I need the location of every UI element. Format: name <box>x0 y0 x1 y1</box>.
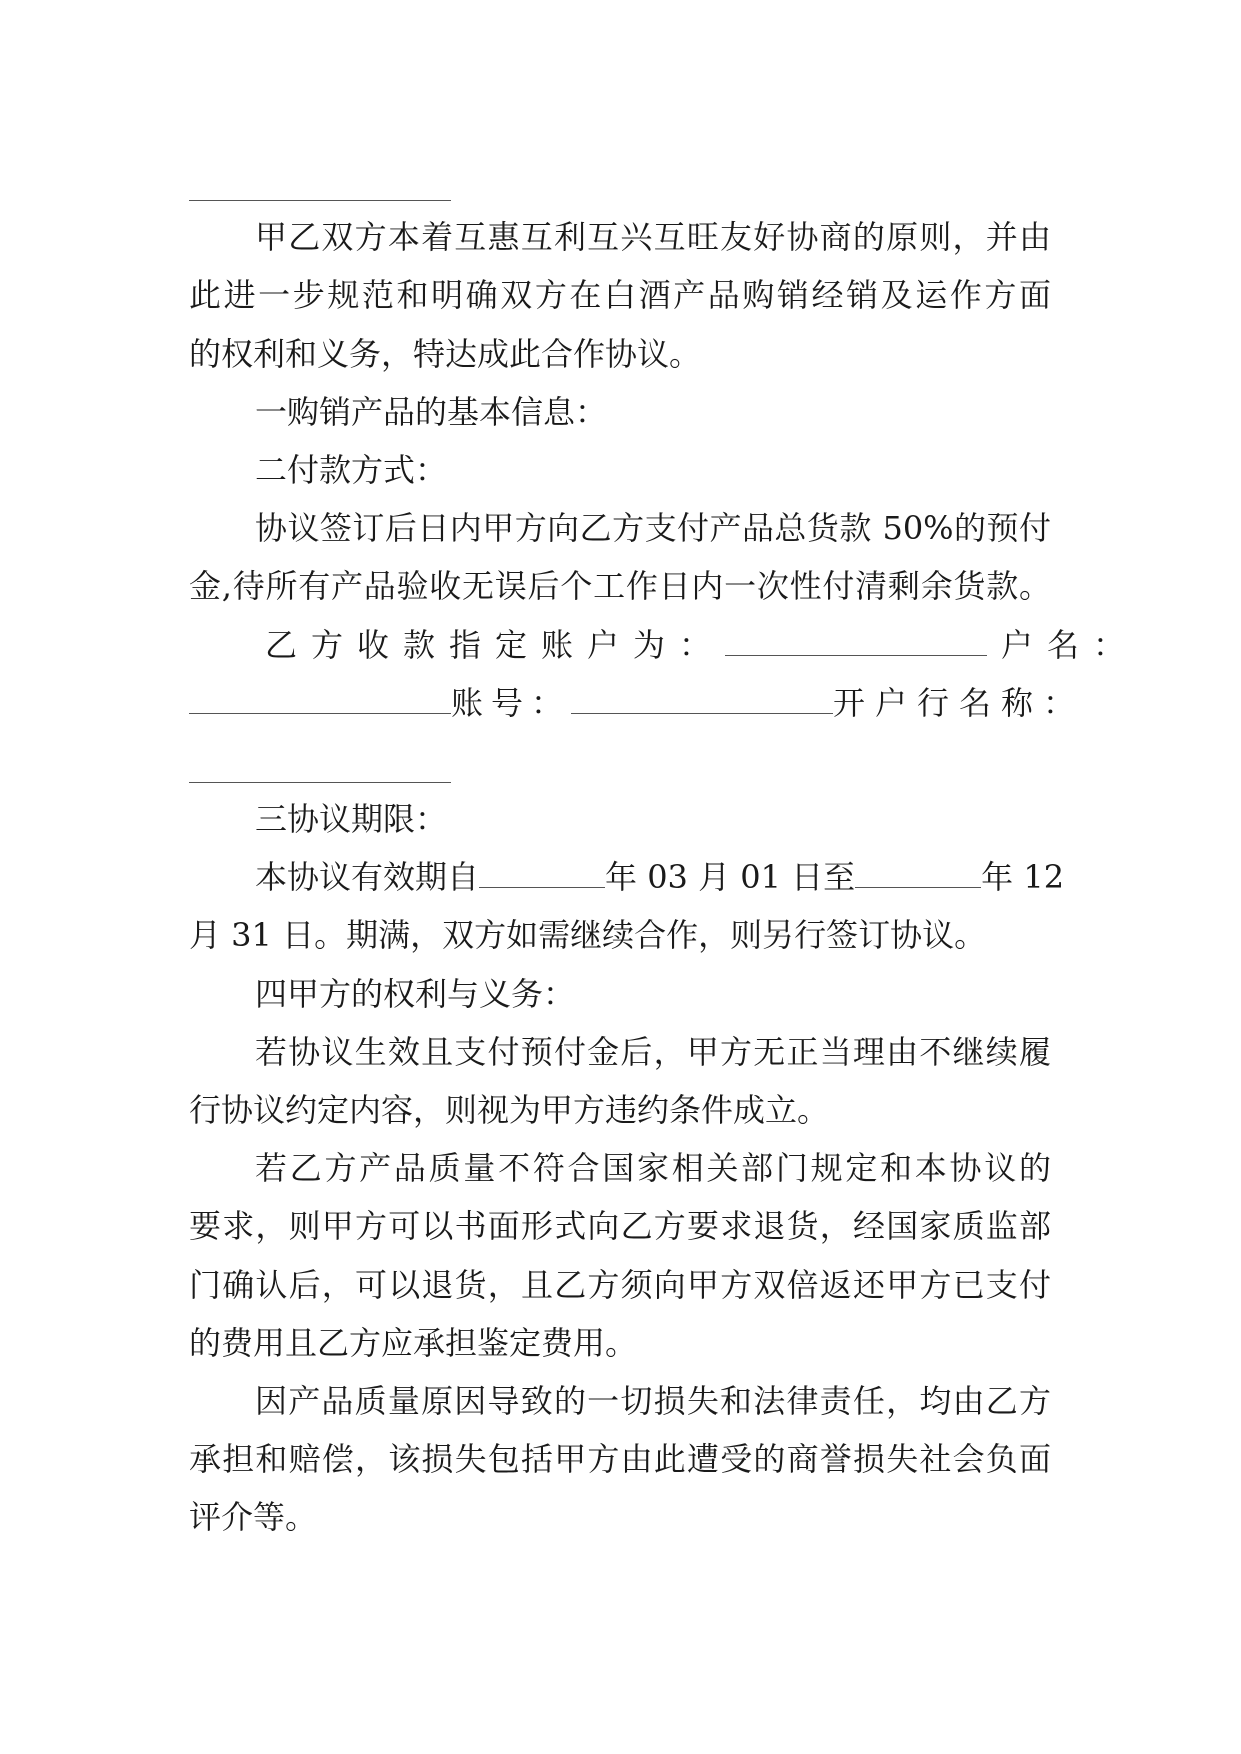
bank-name-label: 开户行名称： <box>833 683 1086 722</box>
intro-line-2: 此进一步规范和明确双方在白酒产品购销经销及运作方面 <box>189 276 1051 315</box>
term-start-text: 本协议有效期自 <box>255 858 480 897</box>
section-heading-products: 一购销产品的基本信息： <box>255 392 608 431</box>
para2-line-1: 若乙方产品质量不符合国家相关部门规定和本协议的 <box>255 1149 1051 1188</box>
holder-blank <box>189 679 451 714</box>
section-heading-term: 三协议期限： <box>255 800 448 839</box>
end-year-blank <box>855 857 981 888</box>
para3-line-1: 因产品质量原因导致的一切损失和法律责任，均由乙方 <box>255 1381 1051 1420</box>
term-mid-text: 年 03 月 01 日至 <box>605 858 856 897</box>
account-holder-label: 户名： <box>1001 625 1140 664</box>
top-blank-rule <box>189 150 1051 208</box>
term-line-2: 月 31 日。期满，双方如需继续合作，则另行签订协议。 <box>189 916 987 955</box>
start-year-blank <box>479 857 605 888</box>
document-body <box>189 150 1140 1547</box>
para3-line-2: 承担和赔偿，该损失包括甲方由此遭受的商誉损失社会负面 <box>189 1440 1051 1479</box>
blank-underline <box>189 782 451 783</box>
term-line-1 <box>189 848 1065 906</box>
para3-line-3: 评介等。 <box>189 1498 318 1537</box>
para1-line-2: 行协议约定内容，则视为甲方违约条件成立。 <box>189 1091 830 1129</box>
para2-line-4: 的费用且乙方应承担鉴定费用。 <box>189 1323 638 1362</box>
intro-line-1: 甲乙双方本着互惠互利互兴互旺友好协商的原则，并由 <box>255 218 1051 257</box>
blank-underline <box>189 200 451 201</box>
section-heading-payment: 二付款方式： <box>255 450 448 489</box>
account-line-2 <box>189 674 1086 732</box>
account-number-label: 账号： <box>451 683 572 722</box>
account-line-1 <box>189 616 1140 674</box>
payment-line-1: 协议签订后日内甲方向乙方支付产品总货款 50%的预付 <box>255 509 1051 548</box>
term-end-text: 年 12 <box>981 858 1065 897</box>
para2-line-2: 要求，则甲方可以书面形式向乙方要求退货，经国家质监部 <box>189 1207 1051 1246</box>
section-heading-party-a: 四甲方的权利与义务： <box>255 974 576 1013</box>
account-blank <box>725 621 987 656</box>
number-blank <box>571 679 833 714</box>
payment-line-2: 金,待所有产品验收无误后个工作日内一次性付清剩余货款。 <box>189 567 1051 606</box>
account-designated-label: 乙方收款指定账户为： <box>265 625 726 664</box>
para2-line-3: 门确认后，可以退货，且乙方须向甲方双倍返还甲方已支付 <box>189 1265 1051 1304</box>
intro-line-3: 的权利和义务，特达成此合作协议。 <box>189 334 702 373</box>
bank-blank-rule <box>189 732 1051 790</box>
para1-line-1: 若协议生效且支付预付金后，甲方无正当理由不继续履 <box>255 1032 1051 1071</box>
